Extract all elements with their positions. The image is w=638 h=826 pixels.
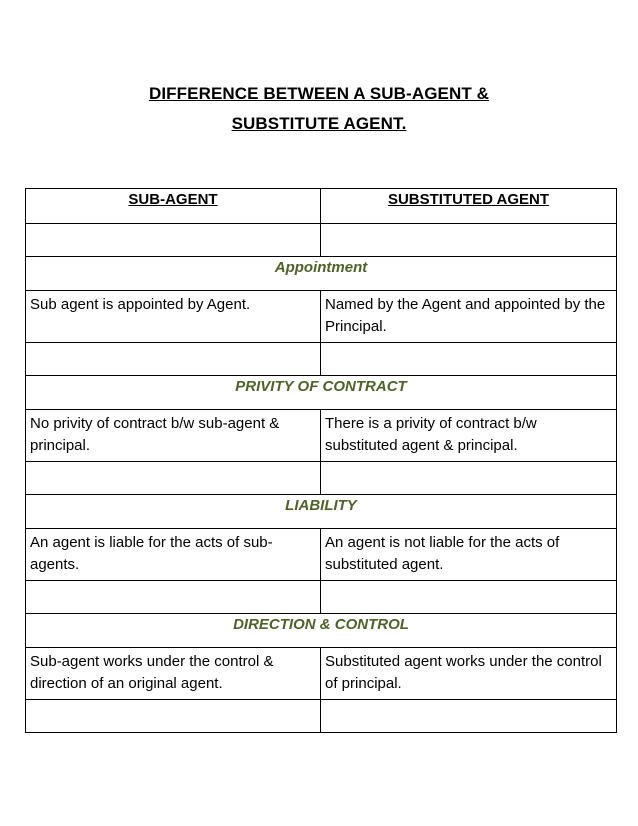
table-row [26,410,617,462]
substituted-agent-cell: There is a privity of contract b/w substituted agent & principal. [321,410,617,462]
substituted-agent-cell: Named by the Agent and appointed by the Principal. [321,291,617,343]
substituted-agent-cell: An agent is not liable for the acts of substituted agent. [321,529,617,581]
sub-agent-cell: No privity of contract b/w sub-agent & principal. [26,410,321,462]
blank-cell [26,343,321,376]
blank-cell [321,700,617,733]
blank-cell [321,343,617,376]
sub-agent-cell: Sub-agent works under the control & direction of an original agent. [26,648,321,700]
substituted-agent-cell: Substituted agent works under the control of principal. [321,648,617,700]
header-sub-agent: SUB-AGENT [26,189,321,224]
blank-cell [26,224,321,257]
document-title-line-2: SUBSTITUTE AGENT. [231,114,407,133]
blank-cell [321,462,617,495]
table-header-row [26,189,617,224]
blank-row [26,224,617,257]
table-row [26,529,617,581]
header-substituted-agent: SUBSTITUTED AGENT [321,189,617,224]
blank-row [26,343,617,376]
section-title-direction-control: DIRECTION & CONTROL [26,614,617,648]
section-row-liability [26,495,617,529]
blank-row [26,700,617,733]
section-title-privity: PRIVITY OF CONTRACT [26,376,617,410]
section-row-privity [26,376,617,410]
blank-row [26,462,617,495]
document-title-line-1: DIFFERENCE BETWEEN A SUB-AGENT & [148,84,490,103]
comparison-table [25,188,617,733]
section-title-liability: LIABILITY [26,495,617,529]
table-row [26,648,617,700]
section-row-appointment [26,257,617,291]
sub-agent-cell: An agent is liable for the acts of sub-agents. [26,529,321,581]
blank-cell [321,581,617,614]
section-row-direction-control [26,614,617,648]
sub-agent-cell: Sub agent is appointed by Agent. [26,291,321,343]
section-title-appointment: Appointment [26,257,617,291]
blank-cell [26,462,321,495]
blank-cell [26,581,321,614]
blank-cell [26,700,321,733]
blank-cell [321,224,617,257]
table-row [26,291,617,343]
blank-row [26,581,617,614]
